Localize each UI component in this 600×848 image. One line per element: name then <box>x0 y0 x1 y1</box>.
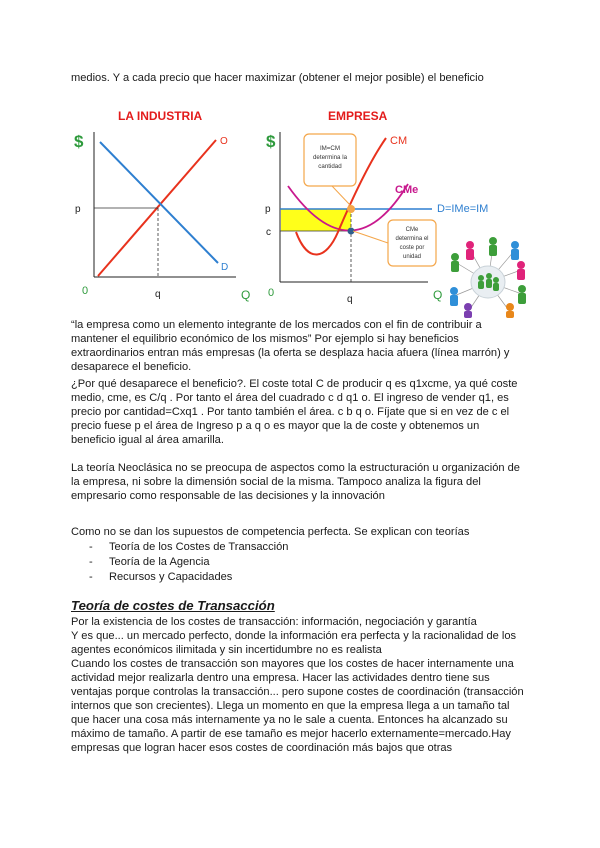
firm-price-label: p <box>265 204 271 215</box>
person-icon <box>466 241 474 260</box>
body-line: Y es que... un mercado perfecto, donde la información era perfecta y la racionalidad de los <box>71 630 517 642</box>
intro-line: medios. Y a cada precio que hacer maximizar (obtener el mejor posible) el beneficio <box>71 72 484 84</box>
industry-title: LA INDUSTRIA <box>118 109 203 123</box>
supply-label: O <box>220 136 228 147</box>
body-line: Cuando los costes de transacción son mayores que los costes de hacer internamente una <box>71 658 514 670</box>
list-item: - Teoría de los Costes de Transacción <box>89 541 289 553</box>
person-icon <box>464 303 472 318</box>
callout-1-line-3: cantidad <box>318 163 342 170</box>
industry-origin: 0 <box>82 285 89 297</box>
body-line: ventajas porque controlas la transacción... pero supone costes de coordinación (transacción <box>71 686 524 698</box>
body-line: medio, cme, es C/q . Por tanto el área del cuadrado c d q1 o. El ingreso de vender q1, es <box>71 392 509 404</box>
body-line: precio fuese p el área de Ingreso p a q o es mayor que la de coste y obtenemos un <box>71 420 480 432</box>
firm-title: EMPRESA <box>328 109 388 123</box>
demand-curve <box>100 142 218 263</box>
body-line: La teoría Neoclásica no se preocupa de aspectos como la estructuración u organización de <box>71 462 520 474</box>
callout-1-line-1: IM=CM <box>319 145 341 152</box>
body-line: empresas que logran hacer esos costes de coordinación más bajos que otras <box>71 742 453 754</box>
person-icon <box>511 241 519 260</box>
callout-1-pointer <box>332 186 351 206</box>
section-heading: Teoría de costes de Transacción <box>71 598 275 613</box>
callout-2-pointer <box>353 231 388 243</box>
marginal-cost-label: CM <box>390 135 408 147</box>
firm-cost-label: c <box>266 227 271 238</box>
body-line: beneficio igual al área amarilla. <box>71 434 224 446</box>
body-line: que hacer una cosa más internamente ya no le sale a cuenta. Entonces ha alcanzado su <box>71 714 508 726</box>
industry-quantity-label: q <box>155 289 161 300</box>
economics-figure <box>70 100 530 320</box>
body-line: agentes económicos ilimitada y sin incertidumbre no es realista <box>71 644 382 656</box>
body-line: “la empresa como un elemento integrante de los mercados con el fin de contribuir a <box>71 319 482 331</box>
person-icon <box>450 287 458 306</box>
firm-x-label: Q <box>433 288 443 302</box>
body-line: máximo de tamaño. A partir de ese tamaño es mejor hacerlo externamente=mercado.Hay <box>71 728 511 740</box>
person-icon <box>517 261 525 280</box>
body-line: internos que son crecientes). Llega un momento en que la empresa llega a un tamaño tal <box>71 700 510 712</box>
demand-label: D <box>221 262 229 273</box>
callout-2-line-1: CMe <box>405 227 419 233</box>
list-item: - Teoría de la Agencia <box>89 556 210 568</box>
callout-2-line-2: determina el <box>395 236 429 242</box>
body-line: desaparece el beneficio. <box>71 361 192 373</box>
body-line: Por la existencia de los costes de transacción: información, negociación y garantía <box>71 616 477 628</box>
demand-line-label: D=IMe=IM <box>437 203 489 215</box>
body-line: extraordinarios entran más empresas (la oferta se desplaza hacia afuera (línea marrón) y <box>71 347 510 359</box>
average-cost-label: CMe <box>395 184 419 196</box>
equilibrium-point <box>347 205 355 213</box>
body-line: actividad mejor realizarla dentro una empresa. Hacer las actividades dentro tiene sus <box>71 672 490 684</box>
industry-y-label: $ <box>74 132 84 151</box>
person-icon <box>489 237 497 256</box>
industry-price-label: p <box>75 204 81 215</box>
firm-quantity-label: q <box>347 294 353 305</box>
industry-x-label: Q <box>241 288 251 302</box>
callout-2-line-4: unidad <box>402 254 422 260</box>
person-icon <box>451 253 459 272</box>
person-icon <box>518 285 526 304</box>
body-line: ¿Por qué desaparece el beneficio?. El coste total C de producir q es q1xcme, ya qué coste <box>71 378 518 390</box>
person-icon <box>506 303 514 318</box>
body-line: mantener el equilibrio económico de los mismos” Por ejemplo si hay beneficios <box>71 333 459 345</box>
theories-intro: Como no se dan los supuestos de competencia perfecta. Se explican con teorías <box>71 526 470 538</box>
firm-origin: 0 <box>268 287 275 299</box>
people-network-illustration <box>450 237 526 318</box>
callout-2-line-3: coste por <box>399 245 425 251</box>
callout-1-line-2: determina la <box>312 154 348 161</box>
body-line: la empresa, ni sobre la dimensión social de la misma. Tampoco analiza la figura del <box>71 476 481 488</box>
list-item: - Recursos y Capacidades <box>89 571 233 583</box>
body-line: precio por cantidad=Cxq1 . Por tanto también el área. c b q o. Fíjate que si en vez de c el <box>71 406 510 418</box>
firm-y-label: $ <box>266 132 276 151</box>
body-line: empresario como responsable de las decisiones y la innovación <box>71 490 385 502</box>
